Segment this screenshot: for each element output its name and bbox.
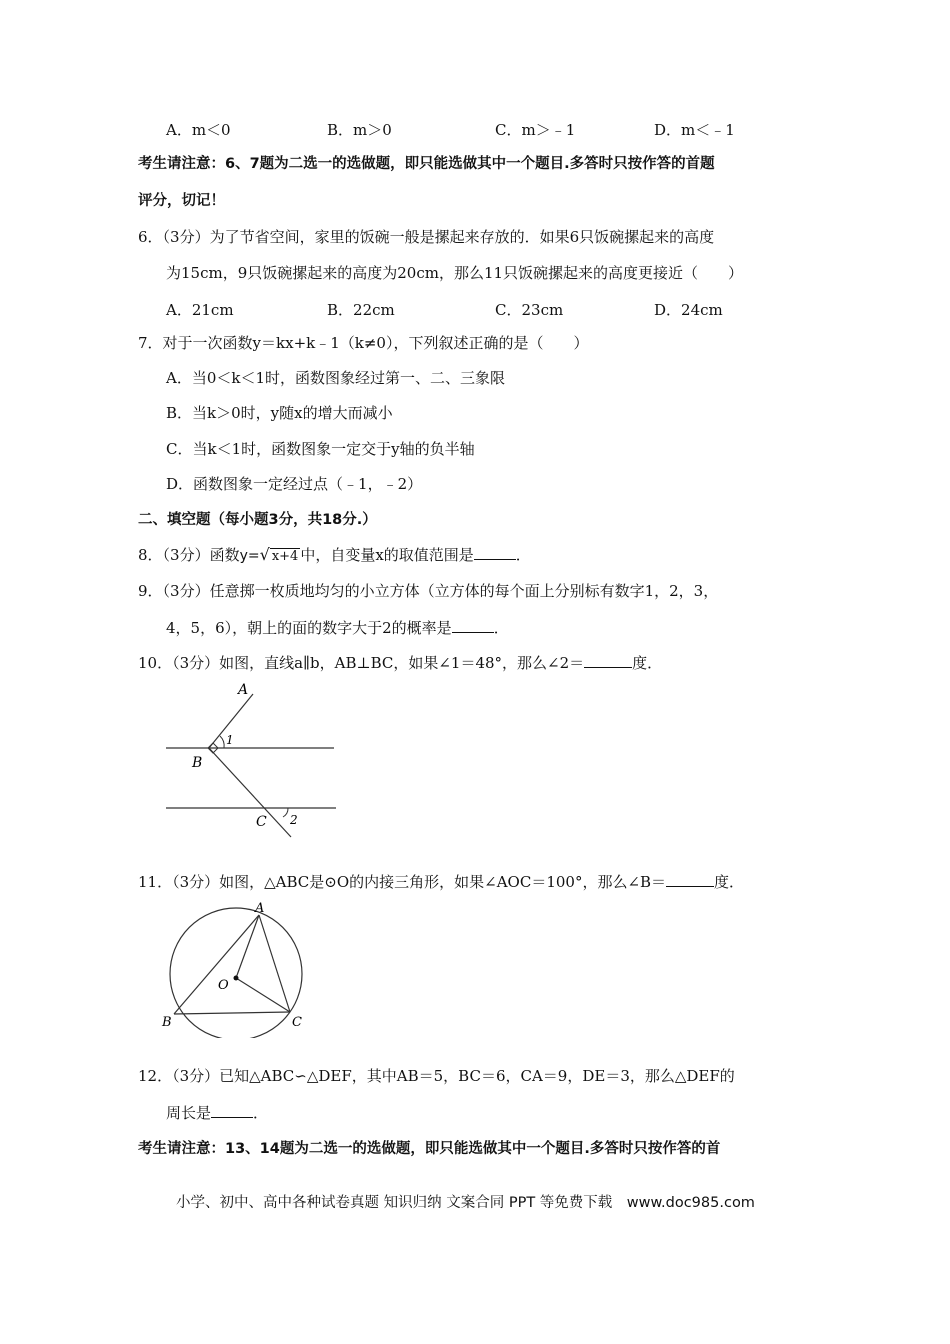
q11-end: 度． bbox=[714, 873, 745, 891]
q5-option-c: C．m＞﹣1 bbox=[495, 121, 576, 139]
circle-o bbox=[170, 908, 302, 1038]
notice-2: 考生请注意：13、14题为二选一的选做题，即只能选做其中一个题目.多答时只按作答的首 bbox=[138, 1141, 721, 1157]
segment-oa bbox=[236, 915, 259, 978]
label-a: A bbox=[255, 901, 265, 916]
q10-figure bbox=[160, 680, 345, 840]
q8-radical-sign: √ bbox=[259, 545, 270, 564]
notice-1-line-2: 评分，切记！ bbox=[138, 193, 225, 209]
q9-answer-blank[interactable] bbox=[452, 618, 494, 633]
q12-answer-blank[interactable] bbox=[211, 1103, 253, 1118]
q5-option-a: A．m＜0 bbox=[166, 121, 231, 139]
q8-answer-blank[interactable] bbox=[474, 545, 516, 560]
q10-line bbox=[138, 653, 662, 673]
q12-end: ． bbox=[253, 1104, 269, 1122]
angle-1-arc bbox=[220, 736, 224, 748]
center-point-o bbox=[234, 976, 239, 981]
q6-option-c: C．23cm bbox=[495, 301, 564, 319]
q12-line-1: 12．（3分）已知△ABC∽△DEF，其中AB＝5，BC＝6，CA＝9，DE＝3，那么△DEF的 bbox=[138, 1067, 735, 1085]
notice-1-line-1: 考生请注意：6、7题为二选一的选做题，即只能选做其中一个题目.多答时只按作答的首题 bbox=[138, 156, 715, 172]
q9-line-2 bbox=[166, 618, 509, 638]
q9-line-1: 9．（3分）任意掷一枚质地均匀的小立方体（立方体的每个面上分别标有数字1，2，3， bbox=[138, 582, 719, 600]
q10-stem: 10．（3分）如图，直线a∥b，AB⊥BC，如果∠1＝48°，那么∠2＝ bbox=[138, 654, 585, 672]
label-angle-2: 2 bbox=[290, 813, 298, 827]
side-bc bbox=[174, 1012, 290, 1014]
q8-function-y: y= bbox=[239, 548, 260, 564]
label-a: A bbox=[238, 682, 249, 698]
q6-option-a: A．21cm bbox=[166, 301, 234, 319]
q8-end: ． bbox=[515, 546, 531, 564]
q7-option-b: B．当k＞0时，y随x的增大而减小 bbox=[166, 404, 393, 422]
q6-line-1: 6．（3分）为了节省空间，家里的饭碗一般是摞起来存放的．如果6只饭碗摞起来的高度 bbox=[138, 228, 715, 246]
angle-2-arc bbox=[283, 808, 288, 817]
label-o: O bbox=[218, 978, 229, 993]
line-bc bbox=[209, 748, 291, 837]
q11-answer-blank[interactable] bbox=[666, 872, 714, 887]
q6-option-b: B．22cm bbox=[327, 301, 395, 319]
label-b: B bbox=[162, 1015, 172, 1030]
q12-line-2-text: 周长是 bbox=[166, 1104, 212, 1122]
q7-option-c: C．当k＜1时，函数图象一定交于y轴的负半轴 bbox=[166, 440, 475, 458]
segment-oc bbox=[236, 978, 290, 1012]
section-2-heading: 二、填空题（每小题3分，共18分.） bbox=[138, 512, 377, 528]
footer-advert: 小学、初中、高中各种试卷真题 知识归纳 文案合同 PPT 等免费下载 www.doc985.com bbox=[176, 1195, 755, 1211]
q5-option-d: D．m＜﹣1 bbox=[654, 121, 735, 139]
q7-option-a: A．当0＜k＜1时，函数图象经过第一、二、三象限 bbox=[166, 369, 506, 387]
q9-line-2-text: 4，5，6），朝上的面的数字大于2的概率是 bbox=[166, 619, 452, 637]
q7-option-d: D．函数图象一定经过点（﹣1，﹣2） bbox=[166, 475, 423, 493]
q9-end: ． bbox=[493, 619, 509, 637]
label-c: C bbox=[292, 1015, 302, 1030]
q11-figure bbox=[160, 898, 320, 1038]
q10-end: 度． bbox=[632, 654, 663, 672]
q8-post: 中，自变量x的取值范围是 bbox=[300, 546, 474, 564]
q5-option-b: B．m＞0 bbox=[327, 121, 392, 139]
q8-prefix: 8．（3分）函数 bbox=[138, 546, 240, 564]
q8-line bbox=[138, 545, 531, 566]
label-b: B bbox=[192, 755, 203, 771]
q12-line-2 bbox=[166, 1103, 268, 1123]
q11-line bbox=[138, 872, 744, 892]
label-angle-1: 1 bbox=[226, 733, 234, 747]
q6-option-d: D．24cm bbox=[654, 301, 723, 319]
q7-stem: 7．对于一次函数y＝kx+k﹣1（k≠0），下列叙述正确的是（ ） bbox=[138, 334, 589, 352]
q11-stem: 11．（3分）如图，△ABC是⊙O的内接三角形，如果∠AOC＝100°，那么∠B＝ bbox=[138, 873, 667, 891]
label-c: C bbox=[256, 814, 267, 830]
q8-radicand: x+4 bbox=[271, 549, 299, 564]
q10-answer-blank[interactable] bbox=[584, 653, 632, 668]
q6-line-2: 为15cm，9只饭碗摞起来的高度为20cm，那么11只饭碗摞起来的高度更接近（ ） bbox=[166, 264, 744, 282]
